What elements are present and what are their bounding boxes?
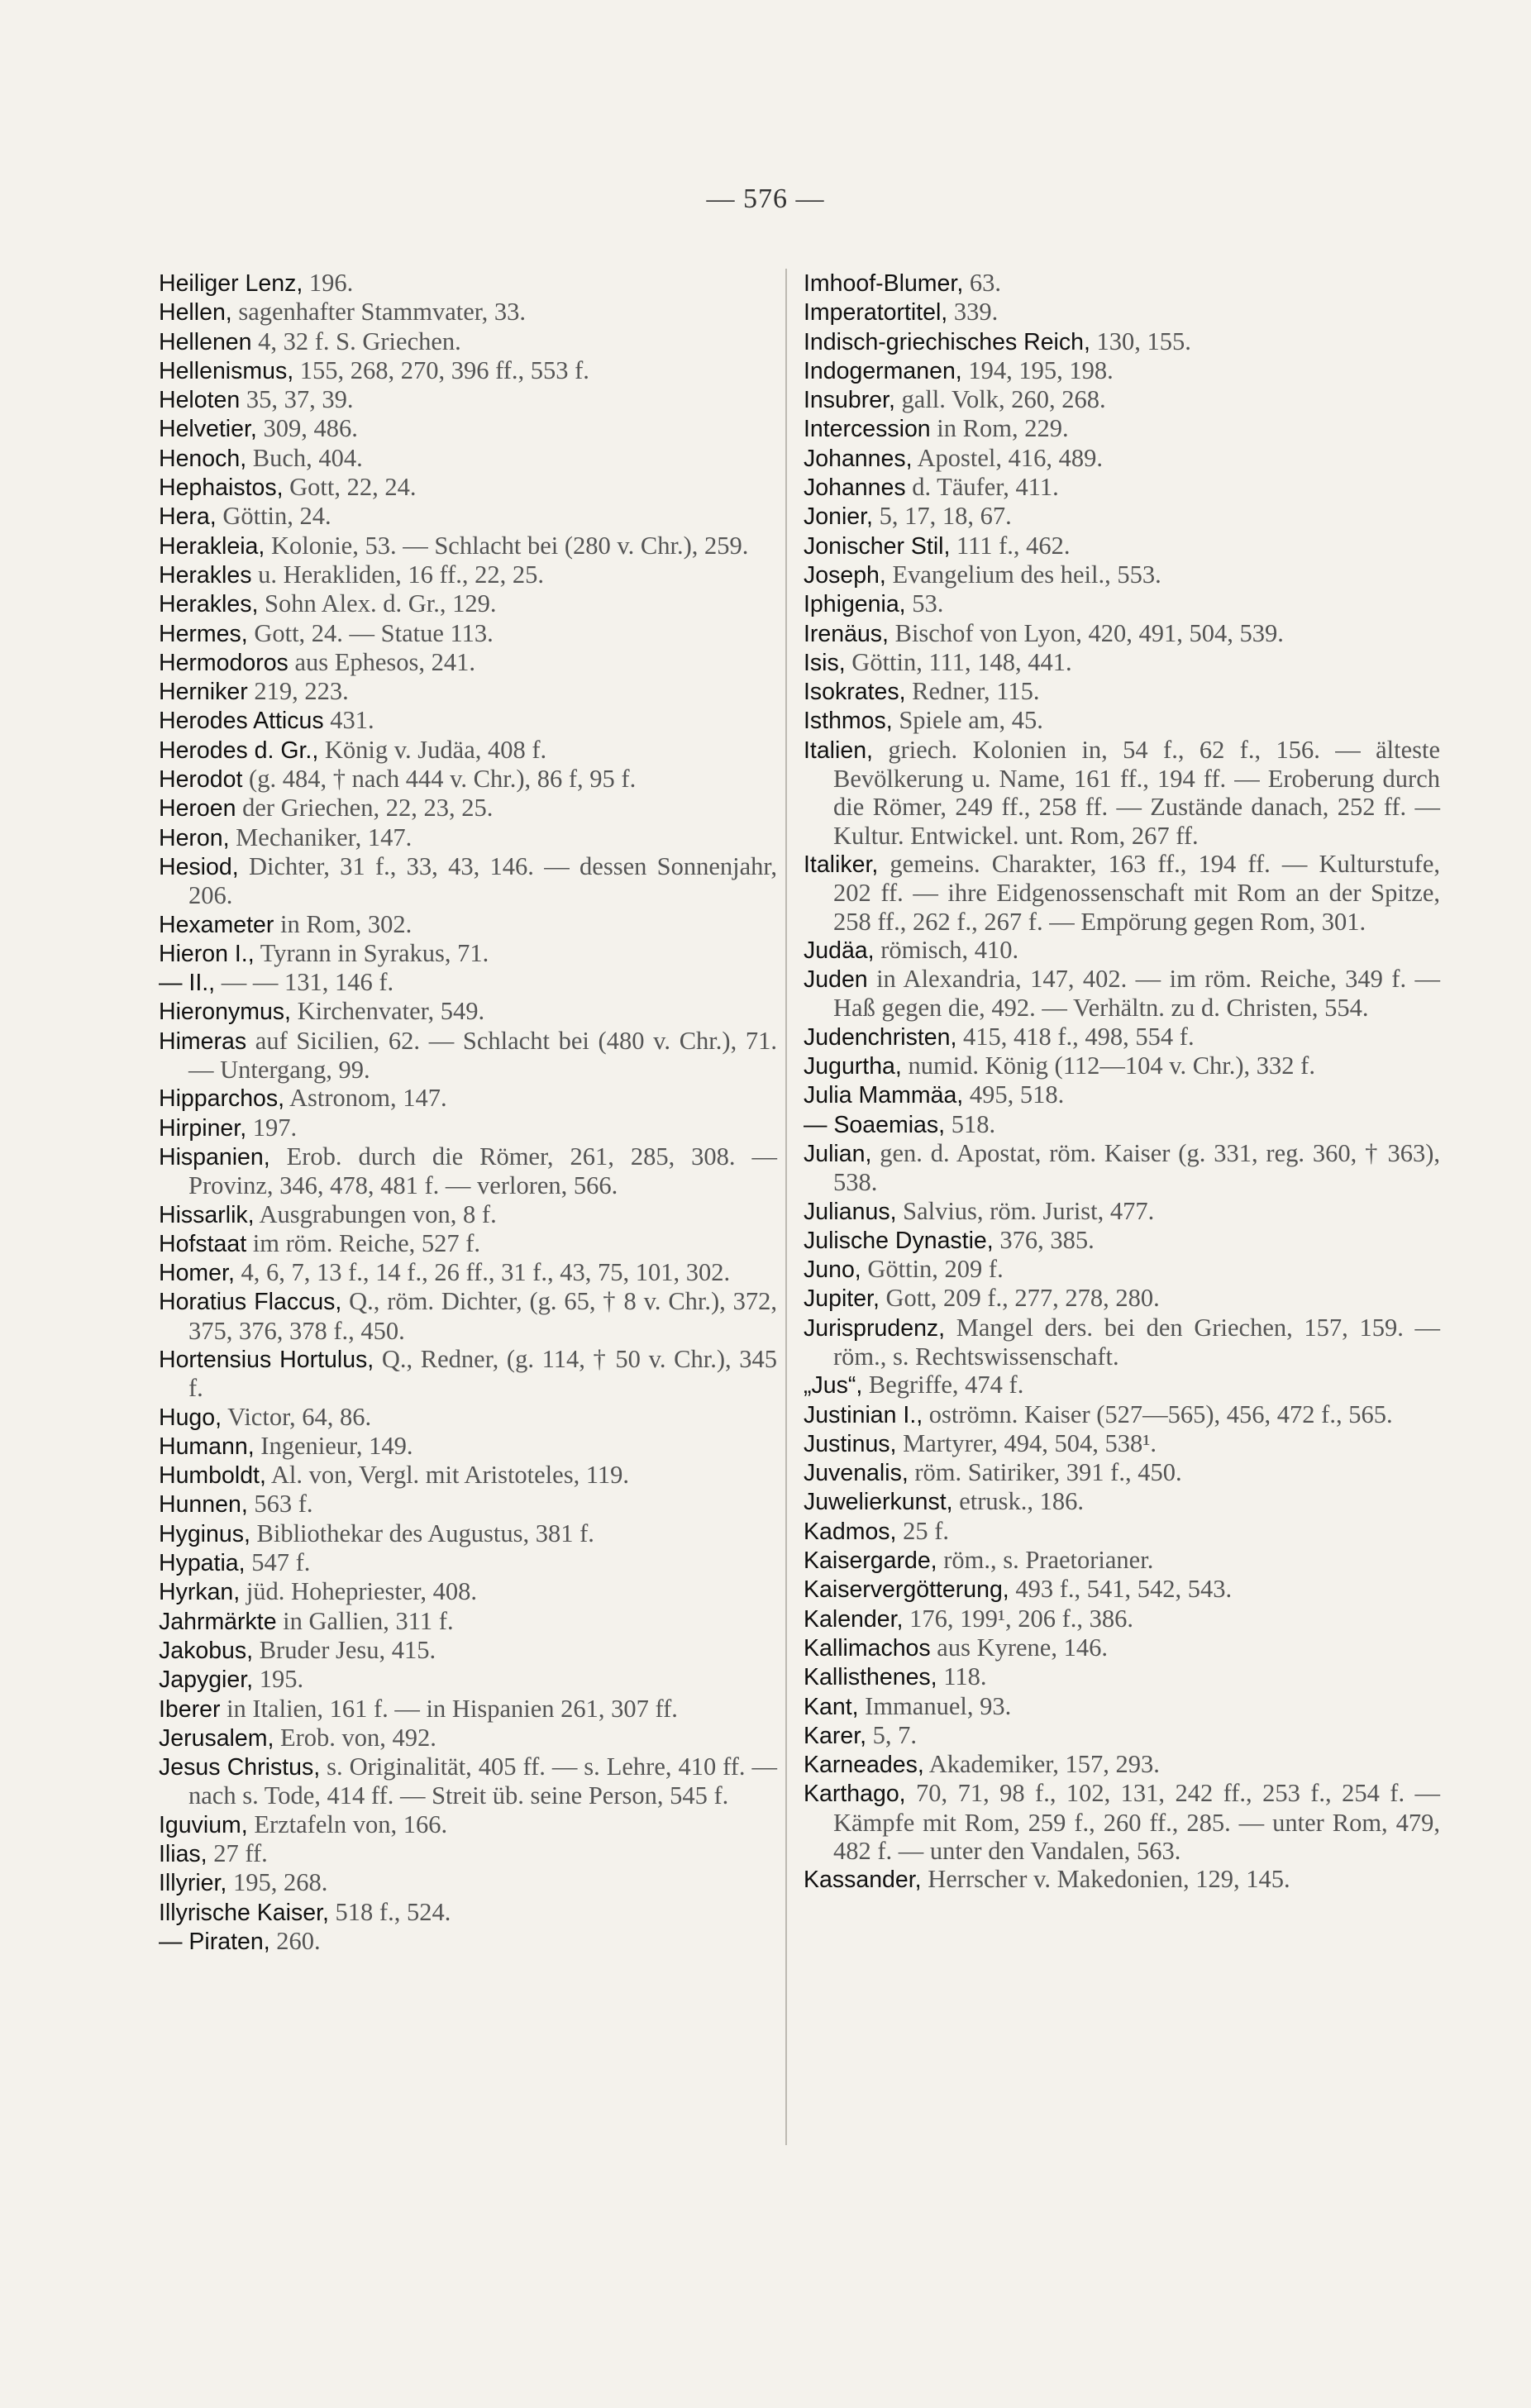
entry-headword: Kalender, — [804, 1605, 904, 1633]
index-entry — [804, 677, 1440, 706]
entry-headword: Homer, — [159, 1260, 235, 1287]
index-entry — [159, 414, 777, 443]
index-entry — [804, 706, 1440, 735]
entry-references: Al. von, Vergl. mit Aristoteles, 119. — [265, 1461, 630, 1490]
entry-headword: Iguvium, — [159, 1811, 248, 1838]
entry-references: 5, 17, 18, 67. — [872, 502, 1012, 531]
entry-headword: — II., — [159, 970, 216, 997]
entry-headword: Kaiservergötterung, — [804, 1576, 1009, 1604]
index-entry — [804, 1779, 1440, 1865]
entry-headword: Humboldt, — [159, 1462, 266, 1490]
entry-references: Q., röm. Dichter, (g. 65, † 8 v. Chr.), 372, 375, 376, 378 f., 450. — [188, 1287, 777, 1345]
entry-references: 415, 418 f., 498, 554 f. — [956, 1022, 1195, 1051]
entry-references: 63. — [963, 269, 1001, 297]
entry-references: Mangel ders. bei den Griechen, 157, 159. — röm., s. Rechtswissenschaft. — [833, 1313, 1440, 1371]
index-entry — [804, 589, 1440, 618]
entry-headword: Karneades, — [804, 1752, 924, 1779]
index-entry — [159, 1752, 777, 1810]
entry-headword: Jerusalem, — [159, 1724, 274, 1752]
index-entry — [804, 1226, 1440, 1255]
entry-references: d. Täufer, 411. — [905, 473, 1059, 502]
index-entry — [159, 1403, 777, 1432]
entry-headword: Hexameter — [159, 911, 274, 938]
entry-headword: Karer, — [804, 1722, 867, 1749]
index-entry — [159, 706, 777, 735]
index-entry — [804, 1314, 1440, 1371]
entry-headword: Jakobus, — [159, 1637, 254, 1664]
column-divider — [785, 269, 787, 2145]
entry-references: 563 f. — [247, 1490, 313, 1519]
entry-references: Dichter, 31 f., 33, 43, 146. — dessen Sonnenjahr, 206. — [188, 851, 777, 910]
entry-references: 195. — [253, 1665, 304, 1694]
entry-headword: Hephaistos, — [159, 474, 284, 502]
entry-headword: Heloten — [159, 387, 241, 414]
entry-references: Immanuel, 93. — [858, 1691, 1012, 1720]
entry-references: Spiele am, 45. — [892, 706, 1043, 735]
entry-references: gen. d. Apostat, röm. Kaiser (g. 331, reg. 360, † 363), 538. — [833, 1138, 1440, 1197]
index-entry — [804, 1633, 1440, 1662]
entry-headword: Hieronymus, — [159, 999, 291, 1026]
entry-headword: Hispanien, — [159, 1143, 270, 1171]
index-column-left — [159, 269, 777, 1956]
entry-headword: Hissarlik, — [159, 1201, 255, 1228]
entry-headword: Hermodoros — [159, 649, 289, 676]
entry-headword: Indogermanen, — [804, 357, 962, 384]
entry-headword: Juvenalis, — [804, 1460, 909, 1487]
entry-headword: Kassander, — [804, 1867, 922, 1894]
index-entry — [804, 1750, 1440, 1779]
index-entry — [159, 910, 777, 939]
entry-headword: Juno, — [804, 1256, 861, 1284]
entry-headword: Jonischer Stil, — [804, 532, 951, 560]
entry-headword: Hipparchos, — [159, 1085, 285, 1113]
entry-references: in Italien, 161 f. — in Hispanien 261, 307 ff. — [220, 1694, 678, 1723]
entry-headword: Kadmos, — [804, 1518, 897, 1545]
entry-headword: Jupiter, — [804, 1285, 880, 1313]
index-entry — [159, 997, 777, 1026]
entry-headword: Iphigenia, — [804, 591, 906, 618]
entry-references: Bibliothekar des Augustus, 381 f. — [250, 1519, 594, 1547]
entry-references: 5, 7. — [866, 1720, 918, 1749]
index-entry — [804, 385, 1440, 414]
entry-references: Bruder Jesu, 415. — [253, 1635, 436, 1664]
entry-references: aus Kyrene, 146. — [930, 1633, 1108, 1662]
entry-references: römisch, 410. — [874, 935, 1019, 964]
index-entry — [804, 269, 1440, 298]
entry-references: u. Herakliden, 16 ff., 22, 25. — [251, 560, 544, 589]
index-entry — [804, 1023, 1440, 1051]
entry-headword: Julianus, — [804, 1198, 897, 1225]
entry-headword: Herakles, — [159, 591, 259, 618]
index-entry — [159, 794, 777, 823]
entry-references: Göttin, 111, 148, 441. — [845, 647, 1072, 676]
entry-references: 518 f., 524. — [328, 1897, 451, 1926]
entry-references: 4, 32 f. S. Griechen. — [251, 327, 461, 355]
entry-headword: Illyrier, — [159, 1870, 227, 1897]
entry-references: Q., Redner, (g. 114, † 50 v. Chr.), 345 f. — [188, 1344, 777, 1403]
index-entry — [804, 1110, 1440, 1139]
index-entry — [804, 1458, 1440, 1487]
entry-headword: Insubrer, — [804, 387, 895, 414]
entry-headword: Herniker — [159, 679, 248, 706]
entry-references: — — 131, 146 f. — [215, 968, 394, 997]
entry-headword: Imhoof-Blumer, — [804, 270, 964, 297]
index-entry — [804, 936, 1440, 965]
entry-headword: Isthmos, — [804, 708, 893, 735]
entry-headword: Julian, — [804, 1140, 872, 1167]
entry-references: Tyrann in Syrakus, 71. — [254, 938, 489, 967]
index-entry — [804, 1429, 1440, 1458]
entry-references: 25 f. — [896, 1516, 950, 1545]
entry-headword: Italiker, — [804, 851, 879, 878]
entry-headword: Juden — [804, 966, 868, 994]
entry-references: Salvius, röm. Jurist, 477. — [896, 1196, 1155, 1225]
entry-references: 118. — [937, 1662, 987, 1691]
entry-references: Gott, 24. — Statue 113. — [247, 618, 494, 647]
entry-headword: Karthago, — [804, 1781, 906, 1808]
entry-references: 111 f., 462. — [950, 531, 1071, 560]
index-entry — [159, 677, 777, 706]
index-entry — [159, 619, 777, 648]
entry-headword: Hyginus, — [159, 1520, 250, 1547]
index-entry — [804, 502, 1440, 531]
entry-headword: Isokrates, — [804, 679, 906, 706]
entry-references: in Gallien, 311 f. — [276, 1606, 454, 1635]
entry-references: Sohn Alex. d. Gr., 129. — [258, 589, 497, 618]
entry-references: Mechaniker, 147. — [229, 823, 413, 851]
index-entry — [804, 1255, 1440, 1284]
index-entry — [159, 356, 777, 385]
index-entry — [159, 1229, 777, 1258]
entry-headword: Intercession — [804, 416, 931, 443]
entry-references: 431. — [323, 706, 374, 735]
index-entry — [159, 1548, 777, 1577]
entry-references: Martyrer, 494, 504, 538¹. — [896, 1428, 1157, 1457]
entry-headword: Herakleia, — [159, 532, 265, 560]
index-entry — [159, 1345, 777, 1403]
index-entry — [159, 1287, 777, 1345]
entry-references: gall. Volk, 260, 268. — [894, 385, 1106, 414]
entry-references: jüd. Hohepriester, 408. — [240, 1577, 477, 1606]
entry-references: Erob. durch die Römer, 261, 285, 308. — Provinz, 346, 478, 481 f. — verloren, 566. — [188, 1142, 777, 1200]
entry-headword: Kallimachos — [804, 1634, 931, 1662]
index-entry — [159, 269, 777, 298]
index-entry — [159, 1142, 777, 1200]
index-entry — [159, 385, 777, 414]
entry-headword: Isis, — [804, 649, 846, 676]
entry-references: Redner, 115. — [905, 677, 1040, 706]
entry-headword: Justinian I., — [804, 1401, 923, 1428]
entry-references: gemeins. Charakter, 163 ff., 194 ff. — Kulturstufe, 202 ff. — ihre Eidgenossenschaft mit Rom an der Spitze, 258 ff., 262 f., 267 f. — Empörung gegen Rom, 301. — [833, 849, 1440, 936]
entry-references: Gott, 22, 24. — [283, 473, 417, 502]
index-entry — [159, 1607, 777, 1636]
index-entry — [159, 444, 777, 473]
index-entry — [804, 1400, 1440, 1429]
entry-headword: Jonier, — [804, 503, 873, 531]
entry-references: Kolonie, 53. — Schlacht bei (280 v. Chr.), 259. — [265, 531, 749, 560]
entry-headword: Herakles — [159, 561, 252, 589]
index-entry — [804, 560, 1440, 589]
index-entry — [159, 648, 777, 677]
index-entry — [159, 736, 777, 765]
index-entry — [159, 1113, 777, 1142]
entry-references: in Alexandria, 147, 402. — im röm. Reiche, 349 f. — Haß gegen die, 492. — Verhältn. zu d. Christen, 554. — [833, 965, 1440, 1023]
index-entry — [159, 823, 777, 852]
entry-headword: Jahrmärkte — [159, 1608, 277, 1635]
entry-headword: Julische Dynastie, — [804, 1227, 994, 1254]
entry-references: der Griechen, 22, 23, 25. — [236, 794, 494, 823]
index-entry — [159, 1432, 777, 1461]
entry-headword: Juwelierkunst, — [804, 1489, 953, 1516]
entry-references: auf Sicilien, 62. — Schlacht bei (480 v. Chr.), 71. — Untergang, 99. — [188, 1026, 777, 1085]
index-entry — [159, 1665, 777, 1694]
entry-headword: Hellenismus, — [159, 357, 294, 384]
index-entry — [804, 1662, 1440, 1691]
index-entry — [804, 1575, 1440, 1604]
entry-headword: Herodes Atticus — [159, 708, 324, 735]
entry-references: 27 ff. — [207, 1839, 268, 1868]
index-entry — [159, 1810, 777, 1839]
entry-references: 130, 155. — [1090, 327, 1191, 355]
entry-references: 53. — [905, 589, 944, 618]
entry-headword: — Piraten, — [159, 1928, 270, 1955]
entry-references: 495, 518. — [963, 1080, 1065, 1109]
index-entry — [804, 1080, 1440, 1109]
entry-headword: Kaisergarde, — [804, 1547, 937, 1575]
entry-headword: Italien, — [804, 737, 873, 764]
entry-references: 518. — [945, 1109, 996, 1138]
entry-references: 309, 486. — [256, 414, 358, 443]
entry-headword: Hellenen — [159, 328, 252, 355]
entry-references: Gott, 209 f., 277, 278, 280. — [879, 1284, 1160, 1313]
entry-references: 219, 223. — [247, 677, 349, 706]
index-entry — [159, 1839, 777, 1868]
index-entry — [804, 619, 1440, 648]
entry-references: 196. — [303, 269, 354, 297]
entry-references: griech. Kolonien in, 54 f., 62 f., 156. — älteste Bevölkerung u. Name, 161 ff., 194 ff. — Eroberung durch die Römer, 249 ff., 258 ff. — Zustände danach, 252 ff. — Kultur. Entwickel. unt. Rom, 267 ff. — [833, 735, 1440, 850]
entry-references: 194, 195, 198. — [961, 355, 1114, 384]
entry-headword: Julia Mammäa, — [804, 1082, 964, 1109]
index-entry — [804, 648, 1440, 677]
entry-references: 70, 71, 98 f., 102, 131, 242 ff., 253 f., 254 f. — Kämpfe mit Rom, 259 f., 260 ff., 285. — unter Rom, 479, 482 f. — unter den Vandalen, 563. — [833, 1779, 1440, 1866]
entry-references: 4, 6, 7, 13 f., 14 f., 26 ff., 31 f., 43, 75, 101, 302. — [234, 1258, 731, 1287]
index-entry — [159, 852, 777, 910]
entry-headword: Hugo, — [159, 1404, 222, 1431]
entry-headword: Judenchristen, — [804, 1023, 957, 1051]
entry-references: aus Ephesos, 241. — [288, 647, 476, 676]
entry-headword: Hesiod, — [159, 853, 239, 880]
index-entry — [804, 473, 1440, 502]
index-entry — [804, 850, 1440, 936]
entry-references: 195, 268. — [227, 1868, 328, 1897]
entry-references: 35, 37, 39. — [240, 385, 354, 414]
entry-headword: Jesus Christus, — [159, 1754, 321, 1781]
entry-headword: Hofstaat — [159, 1230, 247, 1257]
index-entry — [159, 532, 777, 560]
index-entry — [159, 1519, 777, 1548]
entry-headword: Hieron I., — [159, 940, 255, 967]
entry-references: 197. — [246, 1113, 298, 1142]
index-entry — [804, 965, 1440, 1023]
index-entry — [804, 414, 1440, 443]
entry-references: in Rom, 302. — [274, 909, 413, 938]
index-entry — [159, 1577, 777, 1606]
entry-headword: „Jus“, — [804, 1372, 863, 1400]
index-entry — [804, 1139, 1440, 1197]
index-entry — [804, 327, 1440, 356]
entry-references: 339. — [947, 298, 999, 327]
index-entry — [804, 1546, 1440, 1575]
entry-references: Erztafeln von, 166. — [247, 1810, 448, 1838]
entry-references: oströmn. Kaiser (527—565), 456, 472 f., 565. — [923, 1400, 1393, 1428]
entry-headword: Himeras — [159, 1028, 247, 1055]
entry-headword: Hermes, — [159, 620, 248, 647]
index-entry — [159, 1724, 777, 1752]
index-entry — [159, 1461, 777, 1490]
entry-headword: Irenäus, — [804, 620, 889, 647]
entry-headword: Hypatia, — [159, 1550, 246, 1577]
index-entry — [804, 356, 1440, 385]
index-entry — [804, 298, 1440, 327]
index-entry — [159, 1027, 777, 1085]
entry-references: Buch, 404. — [246, 443, 363, 472]
index-entry — [159, 1490, 777, 1519]
entry-headword: — Soaemias, — [804, 1111, 946, 1138]
index-entry — [804, 1197, 1440, 1226]
index-entry — [159, 1636, 777, 1665]
index-entry — [159, 502, 777, 531]
entry-references: Evangelium des heil., 553. — [885, 560, 1161, 589]
index-entry — [804, 1371, 1440, 1400]
entry-references: (g. 484, † nach 444 v. Chr.), 86 f, 95 f. — [242, 765, 637, 794]
entry-references: 155, 268, 270, 396 ff., 553 f. — [293, 355, 589, 384]
entry-headword: Johannes, — [804, 445, 913, 472]
index-entry — [159, 1200, 777, 1229]
index-entry — [804, 1692, 1440, 1721]
entry-headword: Hunnen, — [159, 1491, 248, 1519]
entry-headword: Hellen, — [159, 299, 232, 327]
entry-headword: Heroen — [159, 795, 236, 823]
entry-references: Kirchenvater, 549. — [290, 997, 485, 1026]
entry-references: numid. König (112—104 v. Chr.), 332 f. — [901, 1051, 1315, 1080]
entry-headword: Heiliger Lenz, — [159, 270, 303, 297]
entry-headword: Johannes — [804, 474, 906, 502]
entry-headword: Hortensius Hortulus, — [159, 1346, 374, 1373]
index-entry — [804, 1051, 1440, 1080]
index-entry — [804, 1487, 1440, 1516]
entry-headword: Herodot — [159, 766, 243, 794]
entry-references: im röm. Reiche, 527 f. — [246, 1228, 481, 1257]
index-entry — [804, 1865, 1440, 1894]
index-entry — [804, 1517, 1440, 1546]
index-entry — [159, 1927, 777, 1956]
entry-headword: Helvetier, — [159, 416, 257, 443]
index-entry — [159, 1868, 777, 1897]
entry-references: röm. Satiriker, 391 f., 450. — [908, 1458, 1182, 1487]
entry-references: 547 f. — [245, 1548, 311, 1577]
entry-headword: Imperatortitel, — [804, 299, 948, 327]
entry-references: in Rom, 229. — [930, 414, 1069, 443]
entry-references: Herrscher v. Makedonien, 129, 145. — [921, 1865, 1290, 1894]
entry-references: Göttin, 24. — [216, 502, 331, 531]
entry-references: König v. Judäa, 408 f. — [318, 735, 547, 764]
entry-references: 376, 385. — [993, 1225, 1095, 1254]
page-number: — 576 — — [706, 184, 825, 214]
entry-headword: Illyrische Kaiser, — [159, 1899, 329, 1926]
entry-headword: Herodes d. Gr., — [159, 737, 319, 764]
index-entry — [804, 1284, 1440, 1313]
entry-references: s. Originalität, 405 ff. — s. Lehre, 410 ff. — nach s. Tode, 414 ff. — Streit üb. seine Person, 545 f. — [188, 1752, 777, 1810]
entry-headword: Japygier, — [159, 1667, 254, 1694]
entry-references: Begriffe, 474 f. — [862, 1371, 1024, 1400]
index-entry — [804, 1605, 1440, 1633]
entry-references: Ingenieur, 149. — [254, 1431, 413, 1460]
index-entry — [159, 589, 777, 618]
index-entry — [159, 298, 777, 327]
entry-references: Apostel, 416, 489. — [912, 443, 1103, 472]
index-entry — [804, 444, 1440, 473]
entry-headword: Hera, — [159, 503, 217, 531]
index-entry — [159, 473, 777, 502]
entry-headword: Kallisthenes, — [804, 1664, 937, 1691]
index-entry — [159, 939, 777, 968]
entry-headword: Horatius Flaccus, — [159, 1289, 342, 1316]
entry-references: 493 f., 541, 542, 543. — [1009, 1575, 1233, 1604]
entry-references: 176, 199¹, 206 f., 386. — [903, 1604, 1133, 1633]
entry-headword: Joseph, — [804, 561, 886, 589]
entry-headword: Jugurtha, — [804, 1053, 902, 1080]
entry-headword: Hirpiner, — [159, 1114, 247, 1142]
entry-headword: Humann, — [159, 1433, 255, 1460]
index-entry — [804, 532, 1440, 560]
index-entry — [159, 327, 777, 356]
entry-headword: Jurisprudenz, — [804, 1314, 946, 1342]
entry-headword: Justinus, — [804, 1430, 897, 1457]
entry-references: Bischof von Lyon, 420, 491, 504, 539. — [888, 618, 1284, 647]
index-entry — [804, 736, 1440, 850]
index-entry — [159, 1084, 777, 1113]
entry-references: Akademiker, 157, 293. — [923, 1750, 1160, 1779]
index-entry — [159, 765, 777, 794]
index-entry — [159, 560, 777, 589]
entry-references: 260. — [269, 1926, 321, 1955]
entry-headword: Judäa, — [804, 937, 875, 964]
entry-headword: Heron, — [159, 824, 230, 851]
entry-headword: Hyrkan, — [159, 1579, 241, 1606]
index-entry — [159, 1898, 777, 1927]
entry-references: etrusk., 186. — [952, 1487, 1084, 1516]
index-entry — [159, 1695, 777, 1724]
entry-headword: Iberer — [159, 1695, 221, 1723]
entry-headword: Indisch-griechisches Reich, — [804, 328, 1090, 355]
entry-references: Ausgrabungen von, 8 f. — [254, 1199, 497, 1228]
entry-references: Victor, 64, 86. — [222, 1402, 372, 1431]
index-column-right — [804, 269, 1440, 1895]
index-entry — [159, 1258, 777, 1287]
entry-headword: Ilias, — [159, 1841, 207, 1868]
entry-headword: Kant, — [804, 1693, 859, 1720]
index-entry — [804, 1721, 1440, 1750]
entry-references: Astronom, 147. — [284, 1084, 447, 1113]
entry-headword: Henoch, — [159, 445, 247, 472]
entry-references: Erob. von, 492. — [274, 1723, 436, 1752]
entry-references: Göttin, 209 f. — [861, 1255, 1004, 1284]
index-entry — [159, 968, 777, 997]
entry-references: röm., s. Praetorianer. — [937, 1546, 1154, 1575]
entry-references: sagenhafter Stammvater, 33. — [231, 298, 527, 327]
